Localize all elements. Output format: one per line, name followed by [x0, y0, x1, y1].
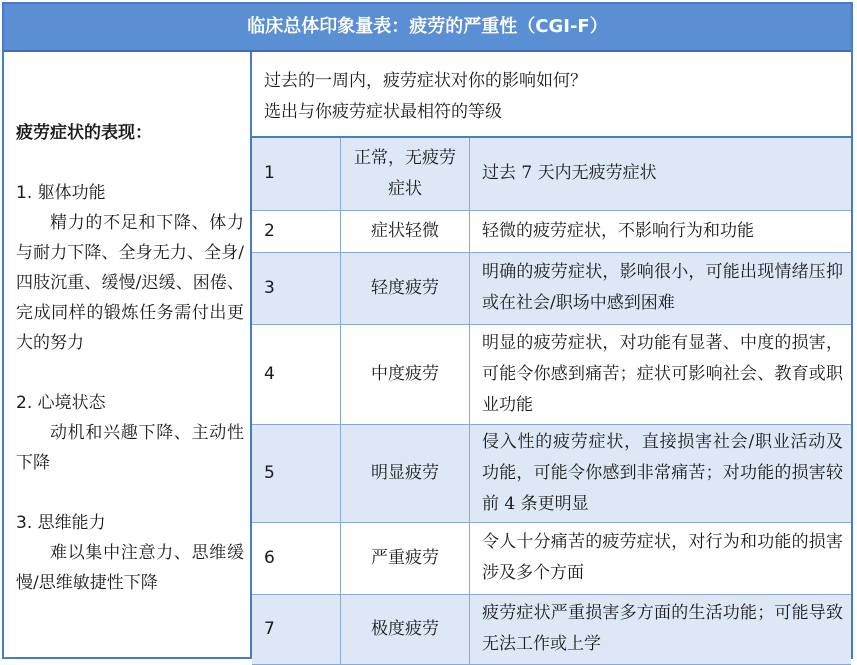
- level-description: 明确的疲劳症状，影响很小，可能出现情绪压抑或在社会/职场中感到困难: [470, 252, 852, 324]
- level-number: 7: [252, 594, 341, 664]
- level-number: 3: [252, 252, 341, 324]
- question-line-1: 过去的一周内，疲劳症状对你的影响如何？: [264, 71, 587, 91]
- level-number: 5: [252, 424, 341, 522]
- section-body-mood: 动机和兴趣下降、主动性下降: [16, 423, 244, 473]
- table-row: [252, 424, 851, 522]
- level-label: 明显疲劳: [341, 424, 470, 522]
- level-number: 2: [252, 210, 341, 252]
- section-heading-physical: 1. 躯体功能: [16, 183, 106, 203]
- table-row: [252, 522, 851, 594]
- level-label: 正常，无疲劳症状: [341, 138, 470, 210]
- level-label: 严重疲劳: [341, 522, 470, 594]
- symptom-panel-title: 疲劳症状的表现：: [16, 123, 152, 143]
- section-body-cognition: 难以集中注意力、思维缓慢/思维敏捷性下降: [16, 543, 244, 593]
- level-label: 轻度疲劳: [341, 252, 470, 324]
- level-label: 中度疲劳: [341, 324, 470, 424]
- symptom-panel: [4, 52, 252, 657]
- table-title: 临床总体印象量表：疲劳的严重性（CGI-F）: [4, 4, 851, 52]
- level-label: 症状轻微: [341, 210, 470, 252]
- section-heading-cognition: 3. 思维能力: [16, 513, 106, 533]
- table-row: [252, 138, 851, 210]
- level-description: 过去 7 天内无疲劳症状: [470, 138, 852, 210]
- question-block: [252, 52, 851, 138]
- question-line-2: 选出与你疲劳症状最相符的等级: [264, 102, 502, 122]
- level-description: 侵入性的疲劳症状，直接损害社会/职业活动及功能，可能令你感到非常痛苦；对功能的损害较前 4 条更明显: [470, 424, 852, 522]
- level-description: 令人十分痛苦的疲劳症状，对行为和功能的损害涉及多个方面: [470, 522, 852, 594]
- level-description: 明显的疲劳症状，对功能有显著、中度的损害，可能令你感到痛苦；症状可影响社会、教育或职业功能: [470, 324, 852, 424]
- cgi-f-table: [2, 2, 853, 659]
- level-number: 1: [252, 138, 341, 210]
- table-row: [252, 324, 851, 424]
- section-body-physical: 精力的不足和下降、体力与耐力下降、全身无力、全身/四肢沉重、缓慢/迟缓、困倦、完成同样的锻炼任务需付出更大的努力: [16, 213, 244, 353]
- level-description: 疲劳症状严重损害多方面的生活功能；可能导致无法工作或上学: [470, 594, 852, 664]
- level-number: 6: [252, 522, 341, 594]
- severity-levels-table: [252, 138, 851, 665]
- table-row: [252, 594, 851, 664]
- table-row: [252, 252, 851, 324]
- level-label: 极度疲劳: [341, 594, 470, 664]
- level-description: 轻微的疲劳症状，不影响行为和功能: [470, 210, 852, 252]
- table-row: [252, 210, 851, 252]
- level-number: 4: [252, 324, 341, 424]
- section-heading-mood: 2. 心境状态: [16, 393, 106, 413]
